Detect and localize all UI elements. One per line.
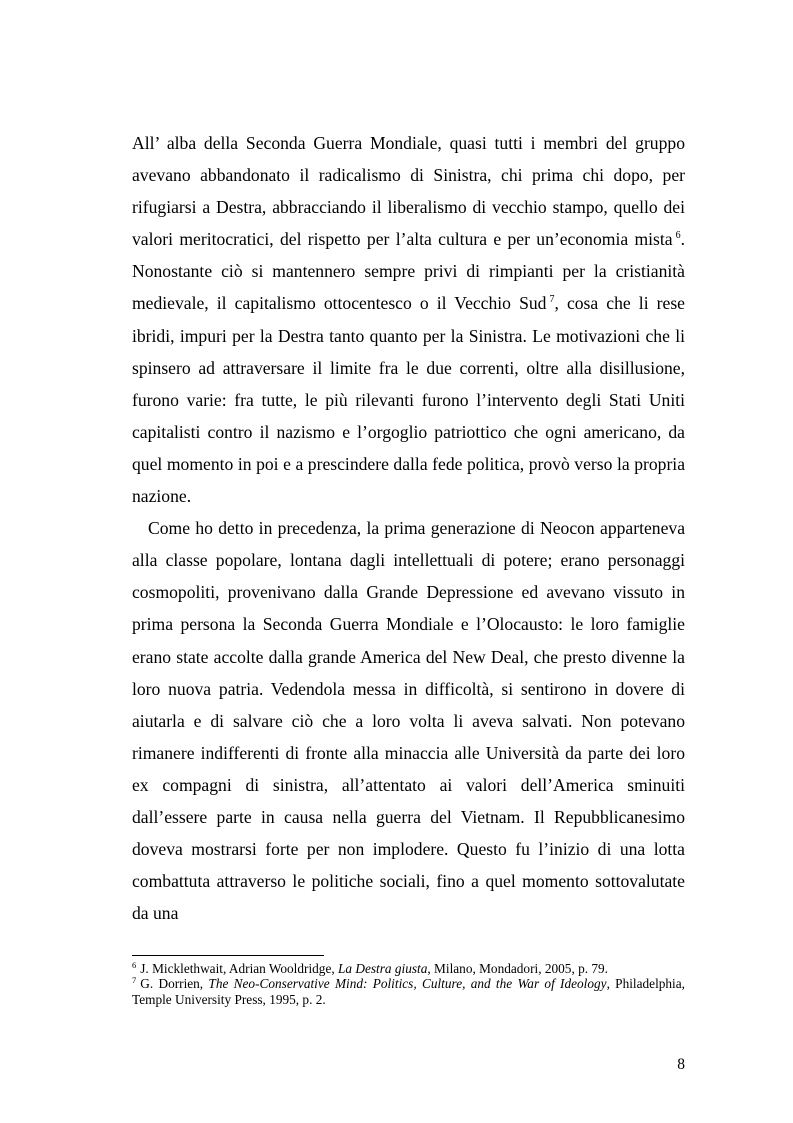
main-text [132,127,685,929]
footnotes [132,961,685,1007]
page-number: 8 [677,1056,685,1073]
paragraph-1-part-a: All’ alba della Seconda Guerra Mondiale, quasi tutti i membri del gruppo avevano abbandonato il radicalismo di Sinistra, chi prima chi dopo, per rifugiarsi a Destra, abbracciando il liberalismo di vecchio stampo, quello dei valori meritocratici, del rispetto per l’alta cultura e per un’economia mista [132,133,685,250]
footnote-text: , Milano, Mondadori, 2005, p. 79. [427,961,609,976]
footnote-text: G. Dorrien, [140,976,209,992]
paragraph-1 [132,127,685,512]
footnote-text: J. Micklethwait, Adrian Wooldridge, [140,961,338,976]
paragraph-2: Come ho detto in precedenza, la prima generazione di Neocon apparteneva alla classe popolare, lontana dagli intellettuali di potere; erano personaggi cosmopoliti, provenivano dalla Grande Depressione ed avevano vissuto in prima persona la Seconda Guerra Mondiale e l’Olocausto: le loro famiglie erano state accolte dalla grande America del New Deal, che presto divenne la loro nuova patria. Vedendola messa in difficoltà, si sentirono in dovere di aiutarla e di salvare ciò che a loro volta li aveva salvati. Non potevano rimanere indifferenti di fronte alla minaccia alle Università da parte dei loro ex compagni di sinistra, all’attentato ai valori dell’America sminuiti dall’essere parte in causa nella guerra del Vietnam. Il Repubblicanesimo doveva mostrarsi forte per non implodere. Questo fu l’inizio di una lotta combattuta attraverso le politiche sociali, fino a quel momento sottovalutate da una [132,518,685,924]
footnote-title: La Destra giusta [338,961,428,976]
paragraph-1-part-c: , cosa che li rese ibridi, impuri per la Destra tanto quanto per la Sinistra. Le motivazioni che li spinsero ad attraversare il limite fra le due correnti, oltre alla disillusione, furono varie: fra tutte, le più rilevanti furono l’intervento degli Stati Uniti capitalisti contro il nazismo e l’orgoglio patriottico che ogni americano, da quel momento in poi e a prescindere dalla fede politica, provò verso la propria nazione. [132,293,685,507]
footnote-6 [132,961,685,976]
footnote-ref-6[interactable]: 6 [675,230,681,242]
footnote-text: , Philadelphia, Temple University Press, 1995, p. 2. [132,976,685,1007]
footnote-number: 7 [132,975,137,986]
footnote-title: The Neo-Conservative Mind: Politics, Culture, and the War of Ideology [208,976,607,992]
footnote-ref-7[interactable]: 7 [549,294,555,306]
footnote-number: 6 [132,960,137,970]
footnote-7 [132,976,685,1007]
footnote-separator [132,955,324,956]
paragraph-1-part-b: . Nonostante ciò si mantennero sempre privi di rimpianti per la cristianità medievale, il capitalismo ottocentesco o il Vecchio Sud [132,229,685,314]
